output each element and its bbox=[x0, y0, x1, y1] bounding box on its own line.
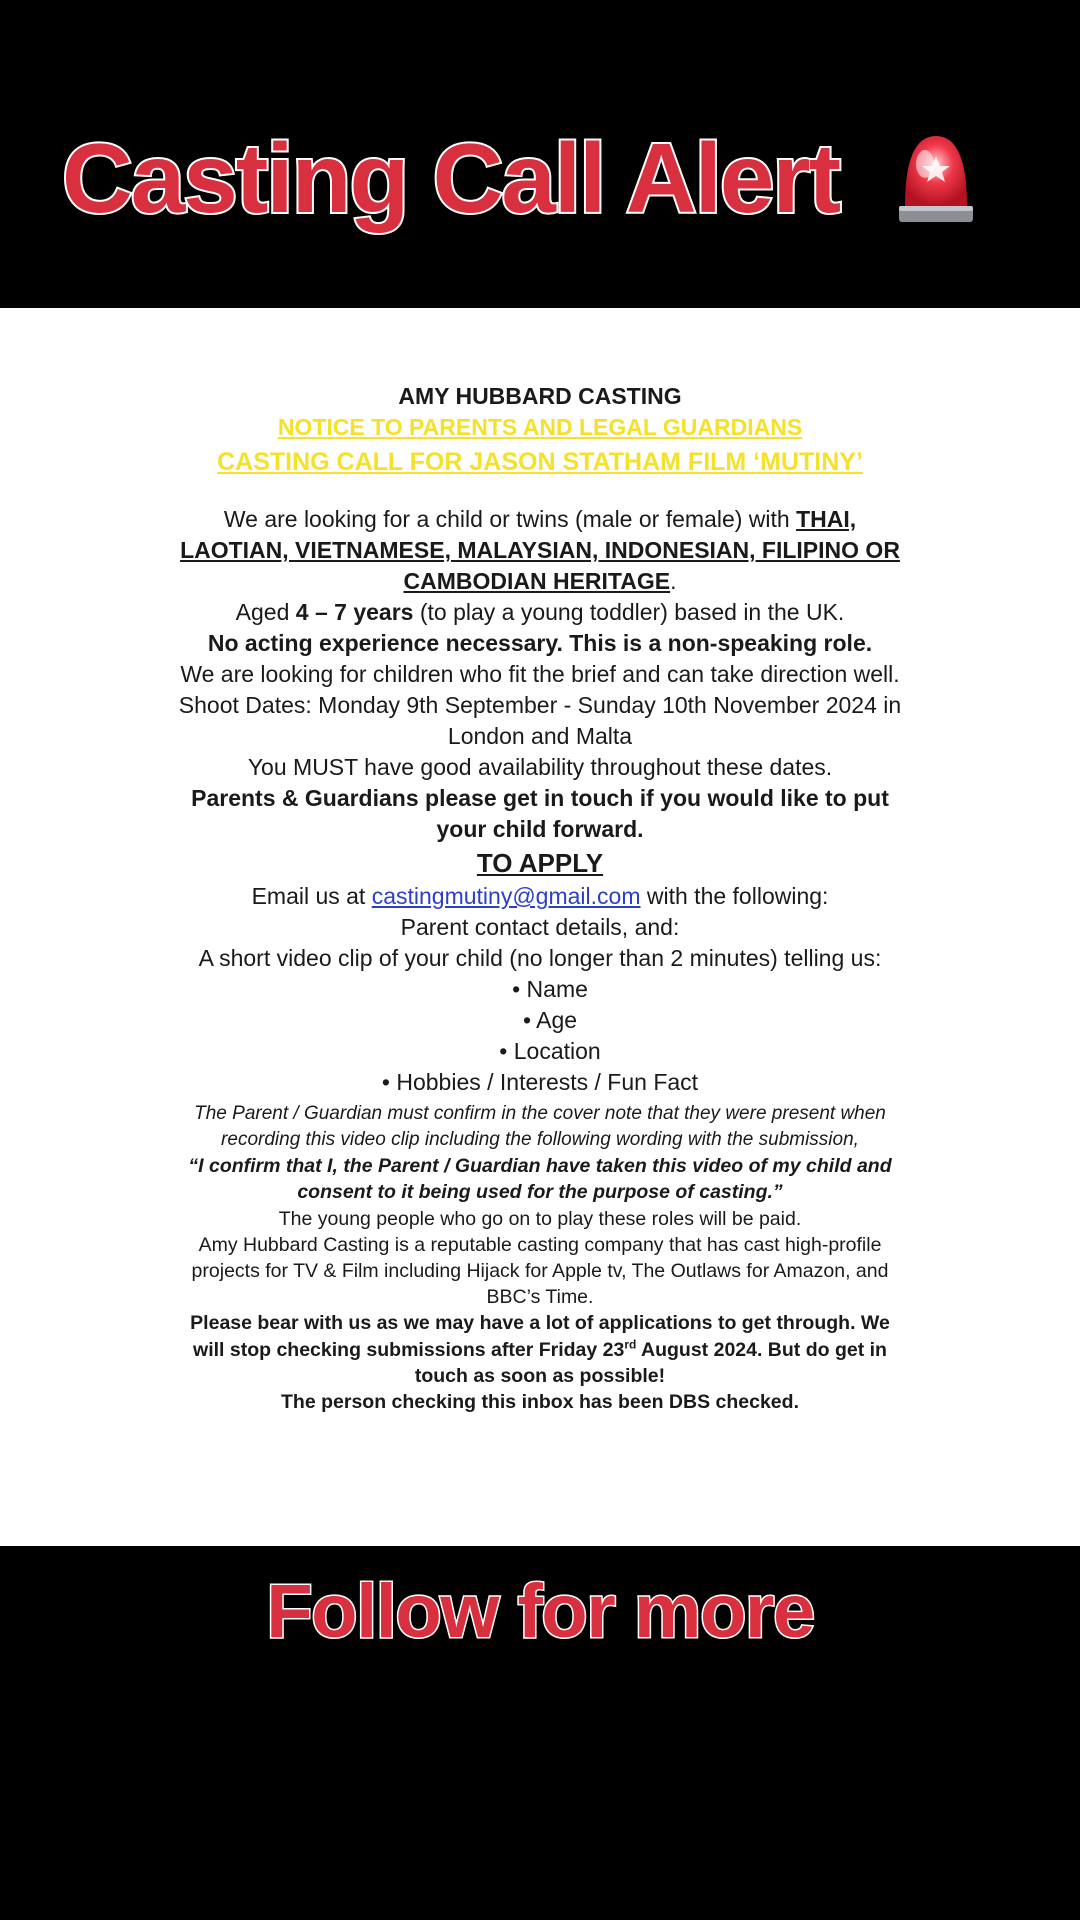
to-apply-heading: TO APPLY bbox=[476, 848, 604, 878]
casting-notice-document bbox=[0, 308, 1080, 1546]
reputable-line-2: projects for TV & Film including Hijack for Apple tv, The Outlaws for Amazon, and bbox=[191, 1260, 889, 1282]
email-suffix: with the following: bbox=[640, 883, 829, 909]
notice-heading: NOTICE TO PARENTS AND LEGAL GUARDIANS bbox=[277, 414, 803, 440]
caption-title: Casting Call Alert bbox=[62, 123, 840, 233]
ordinal-suffix: rd bbox=[624, 1337, 637, 1352]
siren-icon bbox=[895, 128, 977, 228]
age-prefix: Aged bbox=[235, 599, 296, 625]
company-name: AMY HUBBARD CASTING bbox=[398, 383, 682, 409]
email-line bbox=[0, 883, 1080, 910]
heritage-text: THAI, bbox=[796, 506, 857, 532]
bullet-age: • Age bbox=[522, 1007, 578, 1033]
period: . bbox=[670, 568, 677, 594]
parents-line-2: your child forward. bbox=[436, 816, 644, 842]
reputable-line-3: BBC’s Time. bbox=[486, 1286, 594, 1308]
email-link[interactable]: castingmutiny@gmail.com bbox=[371, 883, 641, 909]
parents-line-1: Parents & Guardians please get in touch if you would like to put bbox=[191, 785, 889, 811]
intro-line-2: LAOTIAN, VIETNAMESE, MALAYSIAN, INDONESIAN, FILIPINO OR bbox=[180, 537, 900, 563]
casting-call-heading: CASTING CALL FOR JASON STATHAM FILM ‘MUTINY’ bbox=[217, 448, 863, 476]
bullet-name: • Name bbox=[512, 976, 588, 1002]
parent-contact-line: Parent contact details, and: bbox=[400, 914, 680, 940]
shoot-dates-line-2: London and Malta bbox=[447, 723, 633, 749]
age-line bbox=[0, 599, 1080, 626]
looking-line: We are looking for children who fit the brief and can take direction well. bbox=[180, 661, 900, 687]
email-prefix: Email us at bbox=[251, 883, 372, 909]
paid-line: The young people who go on to play these roles will be paid. bbox=[278, 1208, 802, 1230]
no-experience-line: No acting experience necessary. This is a non-speaking role. bbox=[207, 630, 873, 656]
bear-line-1: Please bear with us as we may have a lot of applications to get through. We bbox=[190, 1312, 890, 1334]
age-range: 4 – 7 years bbox=[295, 599, 414, 625]
dbs-line: The person checking this inbox has been DBS checked. bbox=[281, 1391, 799, 1413]
bullet-hobbies: • Hobbies / Interests / Fun Fact bbox=[381, 1069, 699, 1095]
heritage-text-end: CAMBODIAN HERITAGE bbox=[403, 568, 671, 594]
bullet-location: • Location bbox=[499, 1038, 601, 1064]
availability-line: You MUST have good availability throughout these dates. bbox=[247, 754, 833, 780]
intro-line-3 bbox=[0, 568, 1080, 595]
age-suffix: (to play a young toddler) based in the UK. bbox=[413, 599, 845, 625]
confirm-line-2: recording this video clip including the following wording with the submission, bbox=[221, 1129, 859, 1150]
deadline-suffix: August 2024. But do get in bbox=[636, 1339, 887, 1361]
bear-line-2 bbox=[0, 1339, 1080, 1362]
follow-caption: Follow for more bbox=[266, 1569, 814, 1654]
quote-line-2: consent to it being used for the purpose of casting.” bbox=[297, 1181, 783, 1203]
intro-line-1 bbox=[0, 506, 1080, 533]
video-clip-line: A short video clip of your child (no longer than 2 minutes) telling us: bbox=[198, 945, 882, 971]
top-caption-bar bbox=[0, 0, 1080, 308]
confirm-line-1: The Parent / Guardian must confirm in the cover note that they were present when bbox=[194, 1103, 886, 1124]
deadline-prefix: will stop checking submissions after Friday 23 bbox=[193, 1339, 625, 1361]
reputable-line-1: Amy Hubbard Casting is a reputable casting company that has cast high-profile bbox=[198, 1234, 882, 1256]
shoot-dates-line-1: Shoot Dates: Monday 9th September - Sunday 10th November 2024 in bbox=[178, 692, 902, 718]
bear-line-3: touch as soon as possible! bbox=[414, 1365, 666, 1387]
intro-text: We are looking for a child or twins (male or female) with bbox=[223, 506, 797, 532]
quote-line-1: “I confirm that I, the Parent / Guardian have taken this video of my child and bbox=[188, 1155, 892, 1177]
